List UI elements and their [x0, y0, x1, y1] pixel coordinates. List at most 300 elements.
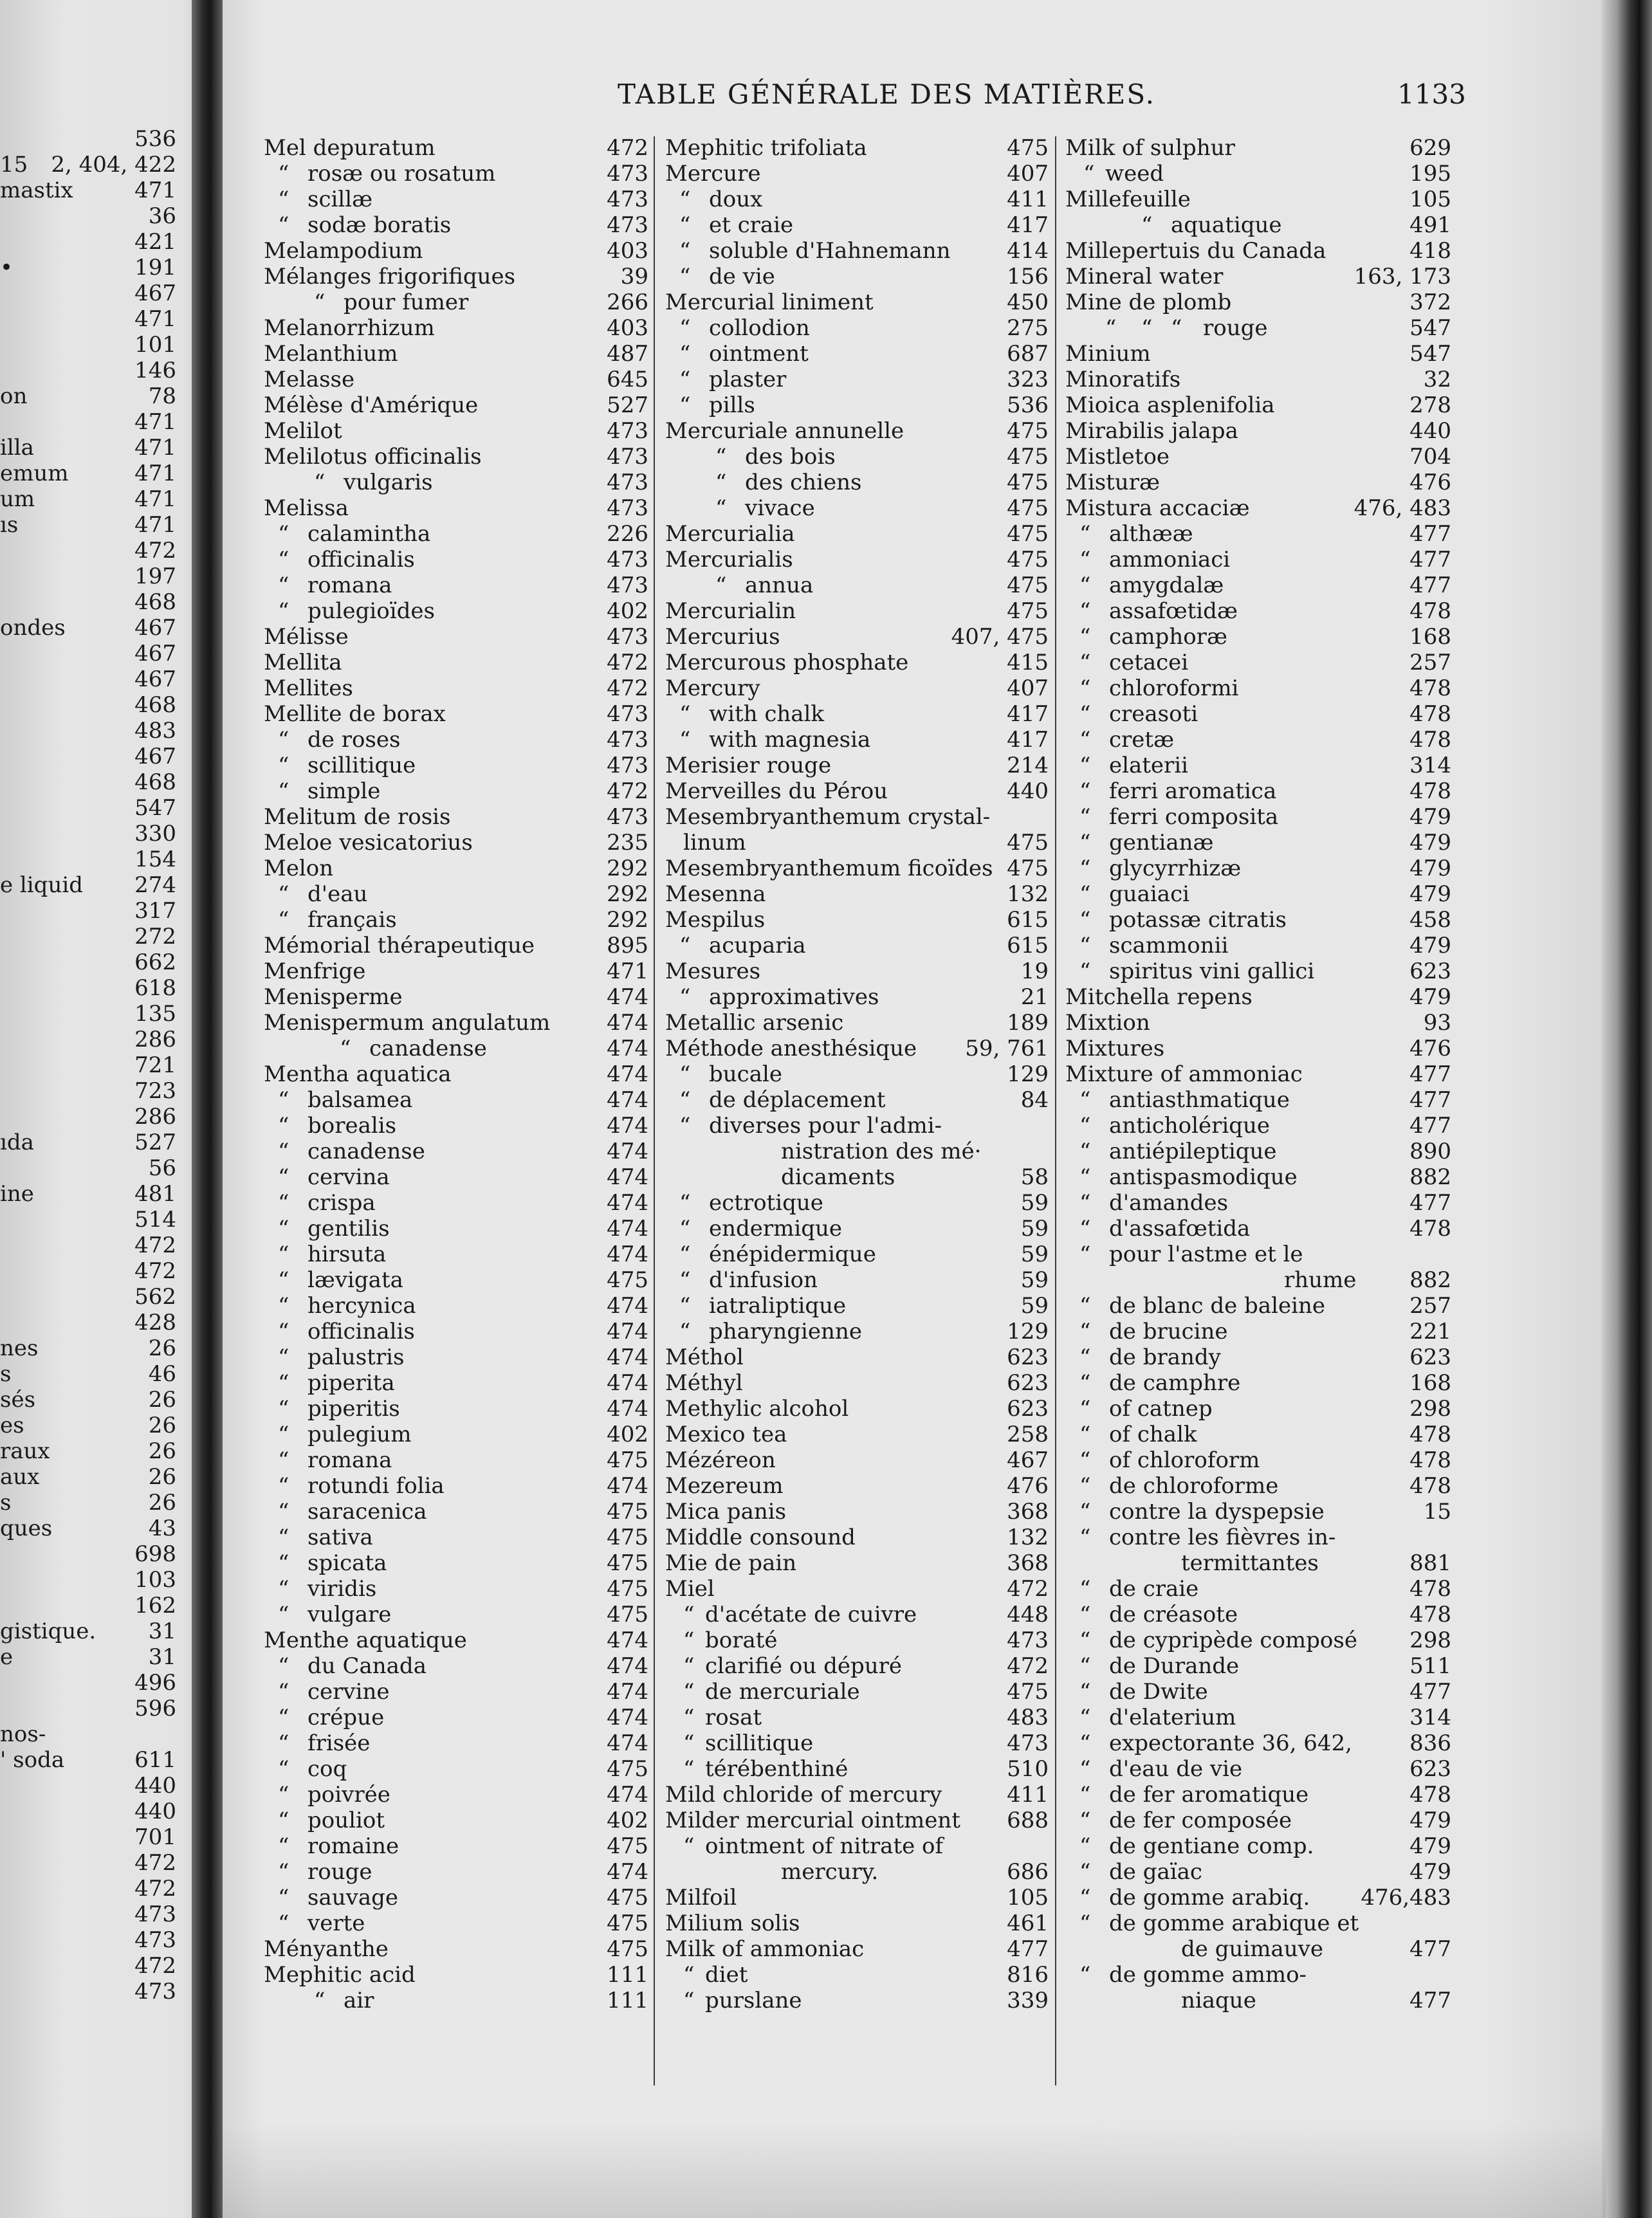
- entry-page-ref: 623: [1007, 1370, 1049, 1396]
- previous-page-line: [0, 1850, 180, 1876]
- index-entry: [665, 238, 1049, 264]
- ditto-mark: “: [278, 1267, 289, 1293]
- entry-page-ref: 474: [607, 1216, 648, 1242]
- index-entry: [1065, 1087, 1451, 1113]
- previous-page-ref: 43: [148, 1516, 176, 1541]
- index-entry: [264, 1550, 648, 1576]
- previous-page-term: nes: [0, 1335, 39, 1361]
- index-entry: [264, 1242, 648, 1267]
- entry-term: of chalk: [1109, 1422, 1197, 1447]
- ditto-mark: “: [1171, 315, 1182, 341]
- ditto-mark: “: [683, 1833, 695, 1859]
- entry-page-ref: 448: [1007, 1602, 1049, 1627]
- entry-term: Mercuriale annunelle: [665, 418, 904, 444]
- entry-page-ref: 111: [607, 1988, 648, 2013]
- ditto-mark: “: [1079, 1473, 1091, 1499]
- index-entry: [1065, 238, 1451, 264]
- entry-page-ref: 474: [607, 984, 648, 1010]
- entry-term: gentianæ: [1109, 830, 1214, 856]
- index-entry: [665, 907, 1049, 933]
- index-entry: [1065, 341, 1451, 367]
- previous-page-ref: 36: [148, 203, 176, 229]
- index-entry: [1065, 1988, 1451, 2013]
- ditto-mark: “: [278, 1242, 289, 1267]
- ditto-mark: “: [278, 1344, 289, 1370]
- index-entry: [264, 1936, 648, 1962]
- previous-page-ref: 662: [134, 949, 176, 975]
- ditto-mark: “: [1141, 212, 1153, 238]
- index-entry: [264, 238, 648, 264]
- index-entry: [264, 1396, 648, 1422]
- entry-term: scillitique: [705, 1730, 814, 1756]
- previous-page-term: ine: [0, 1181, 34, 1207]
- previous-page-ref: 721: [134, 1052, 176, 1078]
- entry-term: glycyrrhizæ: [1109, 856, 1242, 881]
- previous-page-line: [0, 409, 180, 435]
- entry-term: de Durande: [1109, 1653, 1240, 1679]
- index-entry: [264, 418, 648, 444]
- ditto-mark: “: [683, 1679, 695, 1705]
- entry-term: boraté: [705, 1627, 778, 1653]
- index-entry: [665, 1267, 1049, 1293]
- entry-term: de cypripède composé: [1109, 1627, 1357, 1653]
- entry-page-ref: 475: [1007, 521, 1049, 547]
- entry-page-ref: 403: [607, 315, 648, 341]
- index-entry: [264, 1962, 648, 1988]
- previous-page-line: [0, 1979, 180, 2004]
- previous-page-ref: 272: [134, 924, 176, 949]
- ditto-mark: “: [278, 1833, 289, 1859]
- index-entry: [1065, 958, 1451, 984]
- entry-page-ref: 836: [1409, 1730, 1451, 1756]
- entry-term: contre la dyspepsie: [1109, 1499, 1325, 1525]
- entry-page-ref: 266: [607, 289, 648, 315]
- index-entry: [1065, 418, 1451, 444]
- index-entry: [665, 1756, 1049, 1782]
- entry-page-ref: 473: [607, 418, 648, 444]
- entry-term: de craie: [1109, 1576, 1199, 1602]
- previous-page-ref: 26: [148, 1464, 176, 1490]
- ditto-mark: “: [679, 315, 691, 341]
- index-entry: [665, 1499, 1049, 1525]
- entry-term: Méthode anesthésique: [665, 1036, 917, 1061]
- previous-page-ref: 472: [134, 1953, 176, 1979]
- entry-term: iatraliptique: [709, 1293, 847, 1319]
- previous-page-ref: 103: [134, 1567, 176, 1593]
- previous-page-line: [0, 435, 180, 461]
- index-entry: [264, 1216, 648, 1242]
- previous-page-ref: 467: [134, 744, 176, 769]
- entry-term: rotundi folia: [307, 1473, 445, 1499]
- entry-term: gentilis: [307, 1216, 390, 1242]
- entry-page-ref: 623: [1409, 958, 1451, 984]
- ditto-mark: “: [1079, 1190, 1091, 1216]
- entry-page-ref: 479: [1409, 830, 1451, 856]
- previous-page-term: on: [0, 383, 28, 409]
- previous-page-line: [0, 1773, 180, 1799]
- previous-page-ref: 26: [148, 1413, 176, 1438]
- previous-page-term: illa: [0, 435, 34, 461]
- ditto-mark: “: [278, 547, 289, 573]
- entry-page-ref: 59: [1020, 1216, 1049, 1242]
- entry-term: camphoræ: [1109, 624, 1227, 650]
- ditto-mark: “: [679, 1190, 691, 1216]
- entry-page-ref: 479: [1409, 1808, 1451, 1833]
- entry-term: Merveilles du Pérou: [665, 778, 888, 804]
- index-column-2: [665, 135, 1049, 2013]
- previous-page-ref: 472: [134, 1876, 176, 1902]
- entry-page-ref: 475: [607, 1576, 648, 1602]
- ditto-mark: “: [278, 1164, 289, 1190]
- previous-page-term: e liquid: [0, 872, 83, 898]
- ditto-mark: “: [278, 573, 289, 598]
- index-entry: [264, 753, 648, 778]
- ditto-mark: “: [1079, 1422, 1091, 1447]
- entry-page-ref: 477: [1409, 1190, 1451, 1216]
- index-entry: [1065, 1936, 1451, 1962]
- previous-page-line: [0, 512, 180, 538]
- entry-page-ref: 474: [607, 1396, 648, 1422]
- previous-page-line: [0, 1078, 180, 1104]
- previous-page-term: um: [0, 486, 35, 512]
- entry-term: spiritus vini gallici: [1109, 958, 1315, 984]
- index-entry: [264, 907, 648, 933]
- ditto-mark: “: [314, 289, 326, 315]
- index-entry: [1065, 1885, 1451, 1911]
- entry-term: Mexico tea: [665, 1422, 787, 1447]
- index-entry: [1065, 1113, 1451, 1139]
- index-entry: [1065, 675, 1451, 701]
- entry-term: Mephitic trifoliata: [665, 135, 867, 161]
- entry-page-ref: 467: [1007, 1447, 1049, 1473]
- entry-page-ref: 475: [1007, 547, 1049, 573]
- ditto-mark: “: [1079, 753, 1091, 778]
- entry-term: Minoratifs: [1065, 367, 1181, 392]
- entry-page-ref: 472: [607, 650, 648, 675]
- index-entry: [264, 1036, 648, 1061]
- ditto-mark: “: [278, 1911, 289, 1936]
- index-entry: [1065, 1422, 1451, 1447]
- index-entry: [264, 1087, 648, 1113]
- entry-page-ref: 475: [607, 1756, 648, 1782]
- previous-page-ref: 440: [134, 1799, 176, 1824]
- entry-page-ref: 407, 475: [951, 624, 1049, 650]
- entry-term: ferri aromatica: [1109, 778, 1277, 804]
- entry-page-ref: 32: [1423, 367, 1451, 392]
- previous-page-line: [0, 1799, 180, 1824]
- entry-term: diverses pour l'admi-: [709, 1113, 942, 1139]
- ditto-mark: “: [278, 1782, 289, 1808]
- entry-term: Mistura accaciæ: [1065, 495, 1250, 521]
- index-entry: [665, 289, 1049, 315]
- entry-term: et craie: [709, 212, 794, 238]
- entry-page-ref: 473: [1007, 1730, 1049, 1756]
- ditto-mark: “: [1079, 1679, 1091, 1705]
- index-entry: [264, 495, 648, 521]
- entry-term: Mélanges frigorifiques: [264, 264, 516, 289]
- index-entry: [1065, 1164, 1451, 1190]
- index-entry: [1065, 1576, 1451, 1602]
- previous-page-ref: 467: [134, 280, 176, 306]
- entry-term: Middle consound: [665, 1525, 856, 1550]
- previous-page-line: [0, 1438, 180, 1464]
- entry-page-ref: 417: [1007, 727, 1049, 753]
- ditto-mark: “: [278, 598, 289, 624]
- ditto-mark: “: [278, 1473, 289, 1499]
- entry-term: pour l'astme et le: [1109, 1242, 1303, 1267]
- entry-term: romana: [307, 1447, 392, 1473]
- previous-page-line: [0, 692, 180, 718]
- entry-term: Méthol: [665, 1344, 744, 1370]
- entry-term: borealis: [307, 1113, 397, 1139]
- previous-page-ref: 471: [134, 409, 176, 435]
- entry-page-ref: 411: [1007, 1782, 1049, 1808]
- index-entry: [1065, 1808, 1451, 1833]
- ditto-mark: “: [679, 1267, 691, 1293]
- entry-term: simple: [307, 778, 381, 804]
- entry-term: Mespilus: [665, 907, 766, 933]
- ditto-mark: “: [683, 1756, 695, 1782]
- entry-page-ref: 292: [607, 856, 648, 881]
- previous-page-term: sés: [0, 1387, 36, 1413]
- entry-term: d'amandes: [1109, 1190, 1229, 1216]
- entry-page-ref: 478: [1409, 1602, 1451, 1627]
- entry-page-ref: 415: [1007, 650, 1049, 675]
- previous-page-ref: 26: [148, 1387, 176, 1413]
- page-bottom-margin: [223, 2123, 1606, 2218]
- ditto-mark: “: [1079, 650, 1091, 675]
- entry-term: antiasthmatique: [1109, 1087, 1290, 1113]
- entry-page-ref: 278: [1409, 392, 1451, 418]
- index-entry: [264, 650, 648, 675]
- entry-term: Millepertuis du Canada: [1065, 238, 1326, 264]
- ditto-mark: “: [1079, 1885, 1091, 1911]
- index-entry: [264, 1602, 648, 1627]
- entry-term: Meloe vesicatorius: [264, 830, 473, 856]
- entry-term: Mercurius: [665, 624, 780, 650]
- ditto-mark: “: [679, 727, 691, 753]
- entry-page-ref: 474: [607, 1653, 648, 1679]
- previous-page-term: ques: [0, 1516, 53, 1541]
- entry-page-ref: 472: [1007, 1576, 1049, 1602]
- previous-page-line: [0, 1181, 180, 1207]
- entry-page-ref: 257: [1409, 1293, 1451, 1319]
- entry-page-ref: 476: [1409, 470, 1451, 495]
- index-entry: [1065, 161, 1451, 187]
- entry-term: doux: [709, 187, 763, 212]
- previous-page-ref: 618: [134, 975, 176, 1001]
- previous-page-ref: 330: [134, 821, 176, 847]
- ditto-mark: “: [1079, 830, 1091, 856]
- entry-page-ref: 475: [607, 1447, 648, 1473]
- previous-page-ref: 428: [134, 1310, 176, 1335]
- ditto-mark: “: [715, 470, 727, 495]
- entry-page-ref: 402: [607, 1422, 648, 1447]
- index-entry: [264, 1447, 648, 1473]
- entry-term: hercynica: [307, 1293, 416, 1319]
- entry-term: Milfoil: [665, 1885, 737, 1911]
- entry-page-ref: 477: [1007, 1936, 1049, 1962]
- ditto-mark: “: [1079, 573, 1091, 598]
- previous-page-term: ıs: [0, 512, 19, 538]
- entry-page-ref: 129: [1007, 1061, 1049, 1087]
- index-entry: [1065, 392, 1451, 418]
- entry-page-ref: 474: [607, 1782, 648, 1808]
- ditto-mark: “: [1079, 1756, 1091, 1782]
- ditto-mark: “: [278, 907, 289, 933]
- entry-page-ref: 473: [607, 212, 648, 238]
- index-entry: [264, 1370, 648, 1396]
- entry-term: térébenthiné: [705, 1756, 849, 1782]
- index-entry: [665, 1473, 1049, 1499]
- ditto-mark: “: [1079, 1087, 1091, 1113]
- previous-page-term: s: [0, 1490, 12, 1516]
- entry-term: de brucine: [1109, 1319, 1228, 1344]
- ditto-mark: “: [715, 495, 727, 521]
- entry-term: bucale: [709, 1061, 782, 1087]
- entry-term: potassæ citratis: [1109, 907, 1287, 933]
- entry-term: cervina: [307, 1164, 390, 1190]
- index-entry: [264, 984, 648, 1010]
- entry-term: Milder mercurial ointment: [665, 1808, 960, 1833]
- entry-page-ref: 258: [1007, 1422, 1049, 1447]
- entry-page-ref: 417: [1007, 701, 1049, 727]
- entry-page-ref: 478: [1409, 675, 1451, 701]
- entry-page-ref: 688: [1007, 1808, 1049, 1833]
- entry-term: de blanc de baleine: [1109, 1293, 1325, 1319]
- entry-page-ref: 474: [607, 1061, 648, 1087]
- entry-page-ref: 475: [1007, 856, 1049, 881]
- entry-page-ref: 132: [1007, 1525, 1049, 1550]
- previous-page-line: [0, 1490, 180, 1516]
- entry-term: pulegioïdes: [307, 598, 435, 624]
- previous-page-ref: 562: [134, 1284, 176, 1310]
- entry-page-ref: 221: [1409, 1319, 1451, 1344]
- entry-page-ref: 479: [1409, 1833, 1451, 1859]
- ditto-mark: “: [679, 187, 691, 212]
- ditto-mark: “: [1079, 1653, 1091, 1679]
- previous-page-line: [0, 1233, 180, 1258]
- previous-page-ref: 701: [134, 1824, 176, 1850]
- ditto-mark: “: [278, 1576, 289, 1602]
- index-entry: [264, 1911, 648, 1936]
- previous-page-line: [0, 1284, 180, 1310]
- previous-page-line: [0, 1618, 180, 1644]
- entry-page-ref: 615: [1007, 933, 1049, 958]
- index-entry: [264, 1473, 648, 1499]
- entry-term: linum: [683, 830, 746, 856]
- ditto-mark: “: [278, 1525, 289, 1550]
- previous-page-line: [0, 1593, 180, 1618]
- entry-page-ref: 314: [1409, 1705, 1451, 1730]
- index-entry: [665, 341, 1049, 367]
- index-entry: [264, 264, 648, 289]
- entry-term: scammonii: [1109, 933, 1229, 958]
- entry-page-ref: 129: [1007, 1319, 1049, 1344]
- entry-page-ref: 298: [1409, 1627, 1451, 1653]
- entry-term: approximatives: [709, 984, 879, 1010]
- ditto-mark: “: [278, 1113, 289, 1139]
- entry-page-ref: 478: [1409, 701, 1451, 727]
- entry-term: cetacei: [1109, 650, 1189, 675]
- entry-page-ref: 473: [607, 161, 648, 187]
- entry-term: de vie: [709, 264, 775, 289]
- index-entry: [264, 778, 648, 804]
- ditto-mark: “: [278, 1705, 289, 1730]
- index-entry: [665, 1576, 1049, 1602]
- previous-page-ref: 596: [134, 1696, 176, 1721]
- index-entry: [264, 367, 648, 392]
- previous-page-ref: 286: [134, 1027, 176, 1052]
- index-entry: [665, 212, 1049, 238]
- entry-page-ref: 478: [1409, 1576, 1451, 1602]
- index-entry: [1065, 495, 1451, 521]
- entry-page-ref: 339: [1007, 1988, 1049, 2013]
- ditto-mark: “: [1079, 1730, 1091, 1756]
- entry-page-ref: 473: [607, 753, 648, 778]
- page-right-edge-shadow: [1602, 0, 1652, 2218]
- previous-page-ref: 31: [148, 1618, 176, 1644]
- index-entry: [1065, 1627, 1451, 1653]
- index-entry: [264, 1782, 648, 1808]
- entry-term: pulegium: [307, 1422, 412, 1447]
- ditto-mark: “: [679, 1319, 691, 1344]
- previous-page-term: emum: [0, 461, 69, 486]
- entry-page-ref: 475: [1007, 444, 1049, 470]
- entry-term: de gomme arabique et: [1109, 1911, 1359, 1936]
- previous-page-line: [0, 1927, 180, 1953]
- ditto-mark: “: [278, 161, 289, 187]
- index-entry: [264, 1164, 648, 1190]
- entry-page-ref: 479: [1409, 804, 1451, 830]
- previous-page-line: [0, 203, 180, 229]
- entry-term: sativa: [307, 1525, 373, 1550]
- previous-page-line: [0, 821, 180, 847]
- ditto-mark: “: [1083, 161, 1095, 187]
- entry-term: Mephitic acid: [264, 1962, 416, 1988]
- entry-term: de chloroforme: [1109, 1473, 1279, 1499]
- entry-term: d'eau: [307, 881, 368, 907]
- previous-page-line: [0, 975, 180, 1001]
- index-entry: [665, 315, 1049, 341]
- index-entry: [665, 1061, 1049, 1087]
- entry-term: assafœtidæ: [1109, 598, 1238, 624]
- ditto-mark: “: [715, 444, 727, 470]
- previous-page-ref: 317: [134, 898, 176, 924]
- previous-page-line: [0, 1902, 180, 1927]
- entry-term: de gaïac: [1109, 1859, 1202, 1885]
- entry-term: viridis: [307, 1576, 377, 1602]
- index-entry: [665, 1422, 1049, 1447]
- index-entry: [1065, 470, 1451, 495]
- index-entry: [665, 1627, 1049, 1653]
- index-entry: [665, 1730, 1049, 1756]
- entry-term: canadense: [369, 1036, 487, 1061]
- previous-page-line: [0, 461, 180, 486]
- index-entry: [1065, 521, 1451, 547]
- entry-page-ref: 882: [1409, 1164, 1451, 1190]
- previous-page-term: ' soda: [0, 1747, 65, 1773]
- entry-page-ref: 483: [1007, 1705, 1049, 1730]
- previous-page-fragment: [0, 126, 193, 2030]
- entry-term: Melilot: [264, 418, 342, 444]
- entry-page-ref: 474: [607, 1627, 648, 1653]
- ditto-mark: “: [683, 1627, 695, 1653]
- entry-page-ref: 476, 483: [1354, 495, 1451, 521]
- index-column-3: [1065, 135, 1451, 2013]
- entry-term: niaque: [1181, 1988, 1256, 2013]
- index-entry: [264, 1319, 648, 1344]
